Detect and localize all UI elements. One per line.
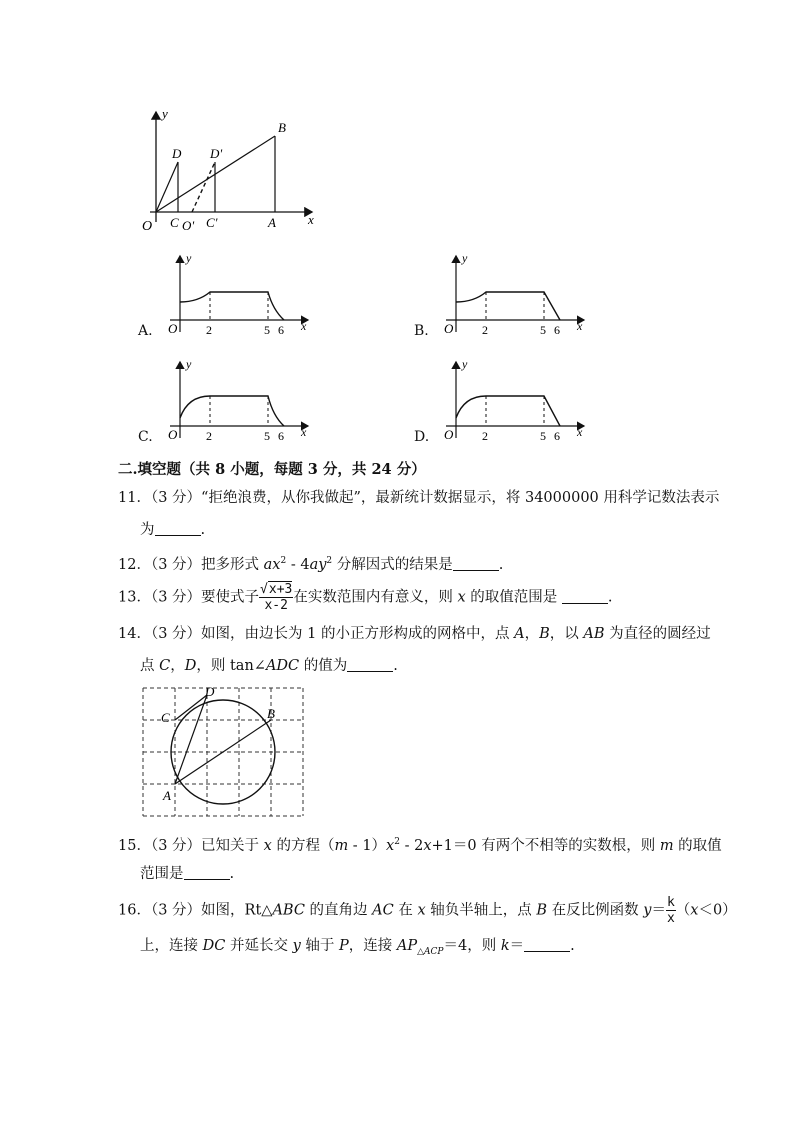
option-d[interactable] xyxy=(414,356,604,446)
answer-blank[interactable] xyxy=(155,521,201,536)
origin-label: O xyxy=(444,427,454,442)
tick-6: 6 xyxy=(278,323,284,337)
axis-x-label: x xyxy=(577,425,583,439)
label-B: B xyxy=(278,120,286,135)
grid-figure xyxy=(135,680,315,822)
label-C: C xyxy=(170,215,179,230)
q16-line2: 上，连接 DC 并延长交 y 轴于 P，连接 $AP_{\triangle ACP}=4$，则 k＝ . xyxy=(140,938,575,957)
label-x: x xyxy=(308,212,314,227)
q16-line1: 16．（3 分）如图，Rt△ABC 的直角边 AC 在 x 轴负半轴上，点 B 在反比例函数 y＝ $\frac{k}{x}$ （x＜0） xyxy=(118,895,737,926)
tick-5: 5 xyxy=(540,429,546,443)
origin-label: O xyxy=(168,427,178,442)
tick-5: 5 xyxy=(264,429,270,443)
tick-6: 6 xyxy=(554,323,560,337)
label-D: D xyxy=(172,146,182,161)
label-A: A xyxy=(163,788,171,803)
answer-blank[interactable] xyxy=(347,657,393,672)
label-y: y xyxy=(162,106,168,121)
q14-line2: 点 C，D，则 tan∠ADC 的值为 . xyxy=(140,658,398,674)
option-a-graph xyxy=(158,250,328,340)
option-b[interactable] xyxy=(414,250,604,340)
top-figure xyxy=(130,100,330,235)
option-d-graph xyxy=(434,356,604,446)
tick-2: 2 xyxy=(206,323,212,337)
axis-y-label: y xyxy=(462,251,468,265)
tick-6: 6 xyxy=(554,429,560,443)
tick-2: 2 xyxy=(482,429,488,443)
label-C: C xyxy=(161,710,170,725)
k-over-x-fraction: $\frac{k}{x}$ xyxy=(666,895,675,926)
axis-x-label: x xyxy=(301,319,307,333)
option-letter: D. xyxy=(414,429,430,445)
axis-x-label: x xyxy=(577,319,583,333)
label-C1: C' xyxy=(206,215,218,230)
tick-2: 2 xyxy=(482,323,488,337)
tick-6: 6 xyxy=(278,429,284,443)
axis-y-label: y xyxy=(186,251,192,265)
q14-line1: 14．（3 分）如图，由边长为 1 的小正方形构成的网格中，点 A，B，以 AB 为直径的圆经过 xyxy=(118,626,711,642)
label-D: D xyxy=(205,684,215,699)
origin-label: O xyxy=(168,321,178,336)
q11-line1: 11．（3 分）“拒绝浪费，从你我做起”，最新统计数据显示，将 34000000 用科学记数法表示 xyxy=(118,490,720,506)
answer-blank[interactable] xyxy=(453,556,499,571)
q12-line: 12．（3 分）把多形式 $ax^2 - 4ay^2$ 分解因式的结果是 . xyxy=(118,556,504,573)
tick-2: 2 xyxy=(206,429,212,443)
option-b-graph xyxy=(434,250,604,340)
axis-y-label: y xyxy=(462,357,468,371)
section-title: 二.填空题（共 8 小题，每题 3 分，共 24 分） xyxy=(118,461,426,478)
answer-blank[interactable] xyxy=(524,937,570,952)
label-O1: O' xyxy=(182,218,195,233)
option-c[interactable] xyxy=(138,356,328,446)
option-letter: C. xyxy=(138,429,153,445)
label-D1: D' xyxy=(210,146,223,161)
q15-line1: 15．（3 分）已知关于 x 的方程$(m - 1)x^2 - 2x+1=0$ 有两个不相等的实数根，则 m 的取值 xyxy=(118,837,722,854)
q15-line2: 范围是 . xyxy=(140,866,235,882)
axis-y-label: y xyxy=(186,357,192,371)
tick-5: 5 xyxy=(264,323,270,337)
axis-x-label: x xyxy=(301,425,307,439)
label-O: O xyxy=(142,219,153,234)
q13-line: 13．（3 分）要使式子 $\frac{√x+3}{x-2}$ 在实数范围内有意义，则 x 的取值范围是 . xyxy=(118,582,613,613)
option-letter: A. xyxy=(138,323,153,339)
answer-blank[interactable] xyxy=(562,589,608,604)
origin-label: O xyxy=(444,321,454,336)
segment-AD xyxy=(175,695,207,784)
option-c-graph xyxy=(158,356,328,446)
sqrt-fraction: $\frac{√x+3}{x-2}$ xyxy=(260,582,293,613)
option-a[interactable] xyxy=(138,250,328,340)
answer-blank[interactable] xyxy=(184,865,230,880)
q11-line2: 为 . xyxy=(140,522,206,538)
option-letter: B. xyxy=(414,323,429,339)
label-B: B xyxy=(267,706,275,721)
tick-5: 5 xyxy=(540,323,546,337)
label-A: A xyxy=(268,215,276,230)
